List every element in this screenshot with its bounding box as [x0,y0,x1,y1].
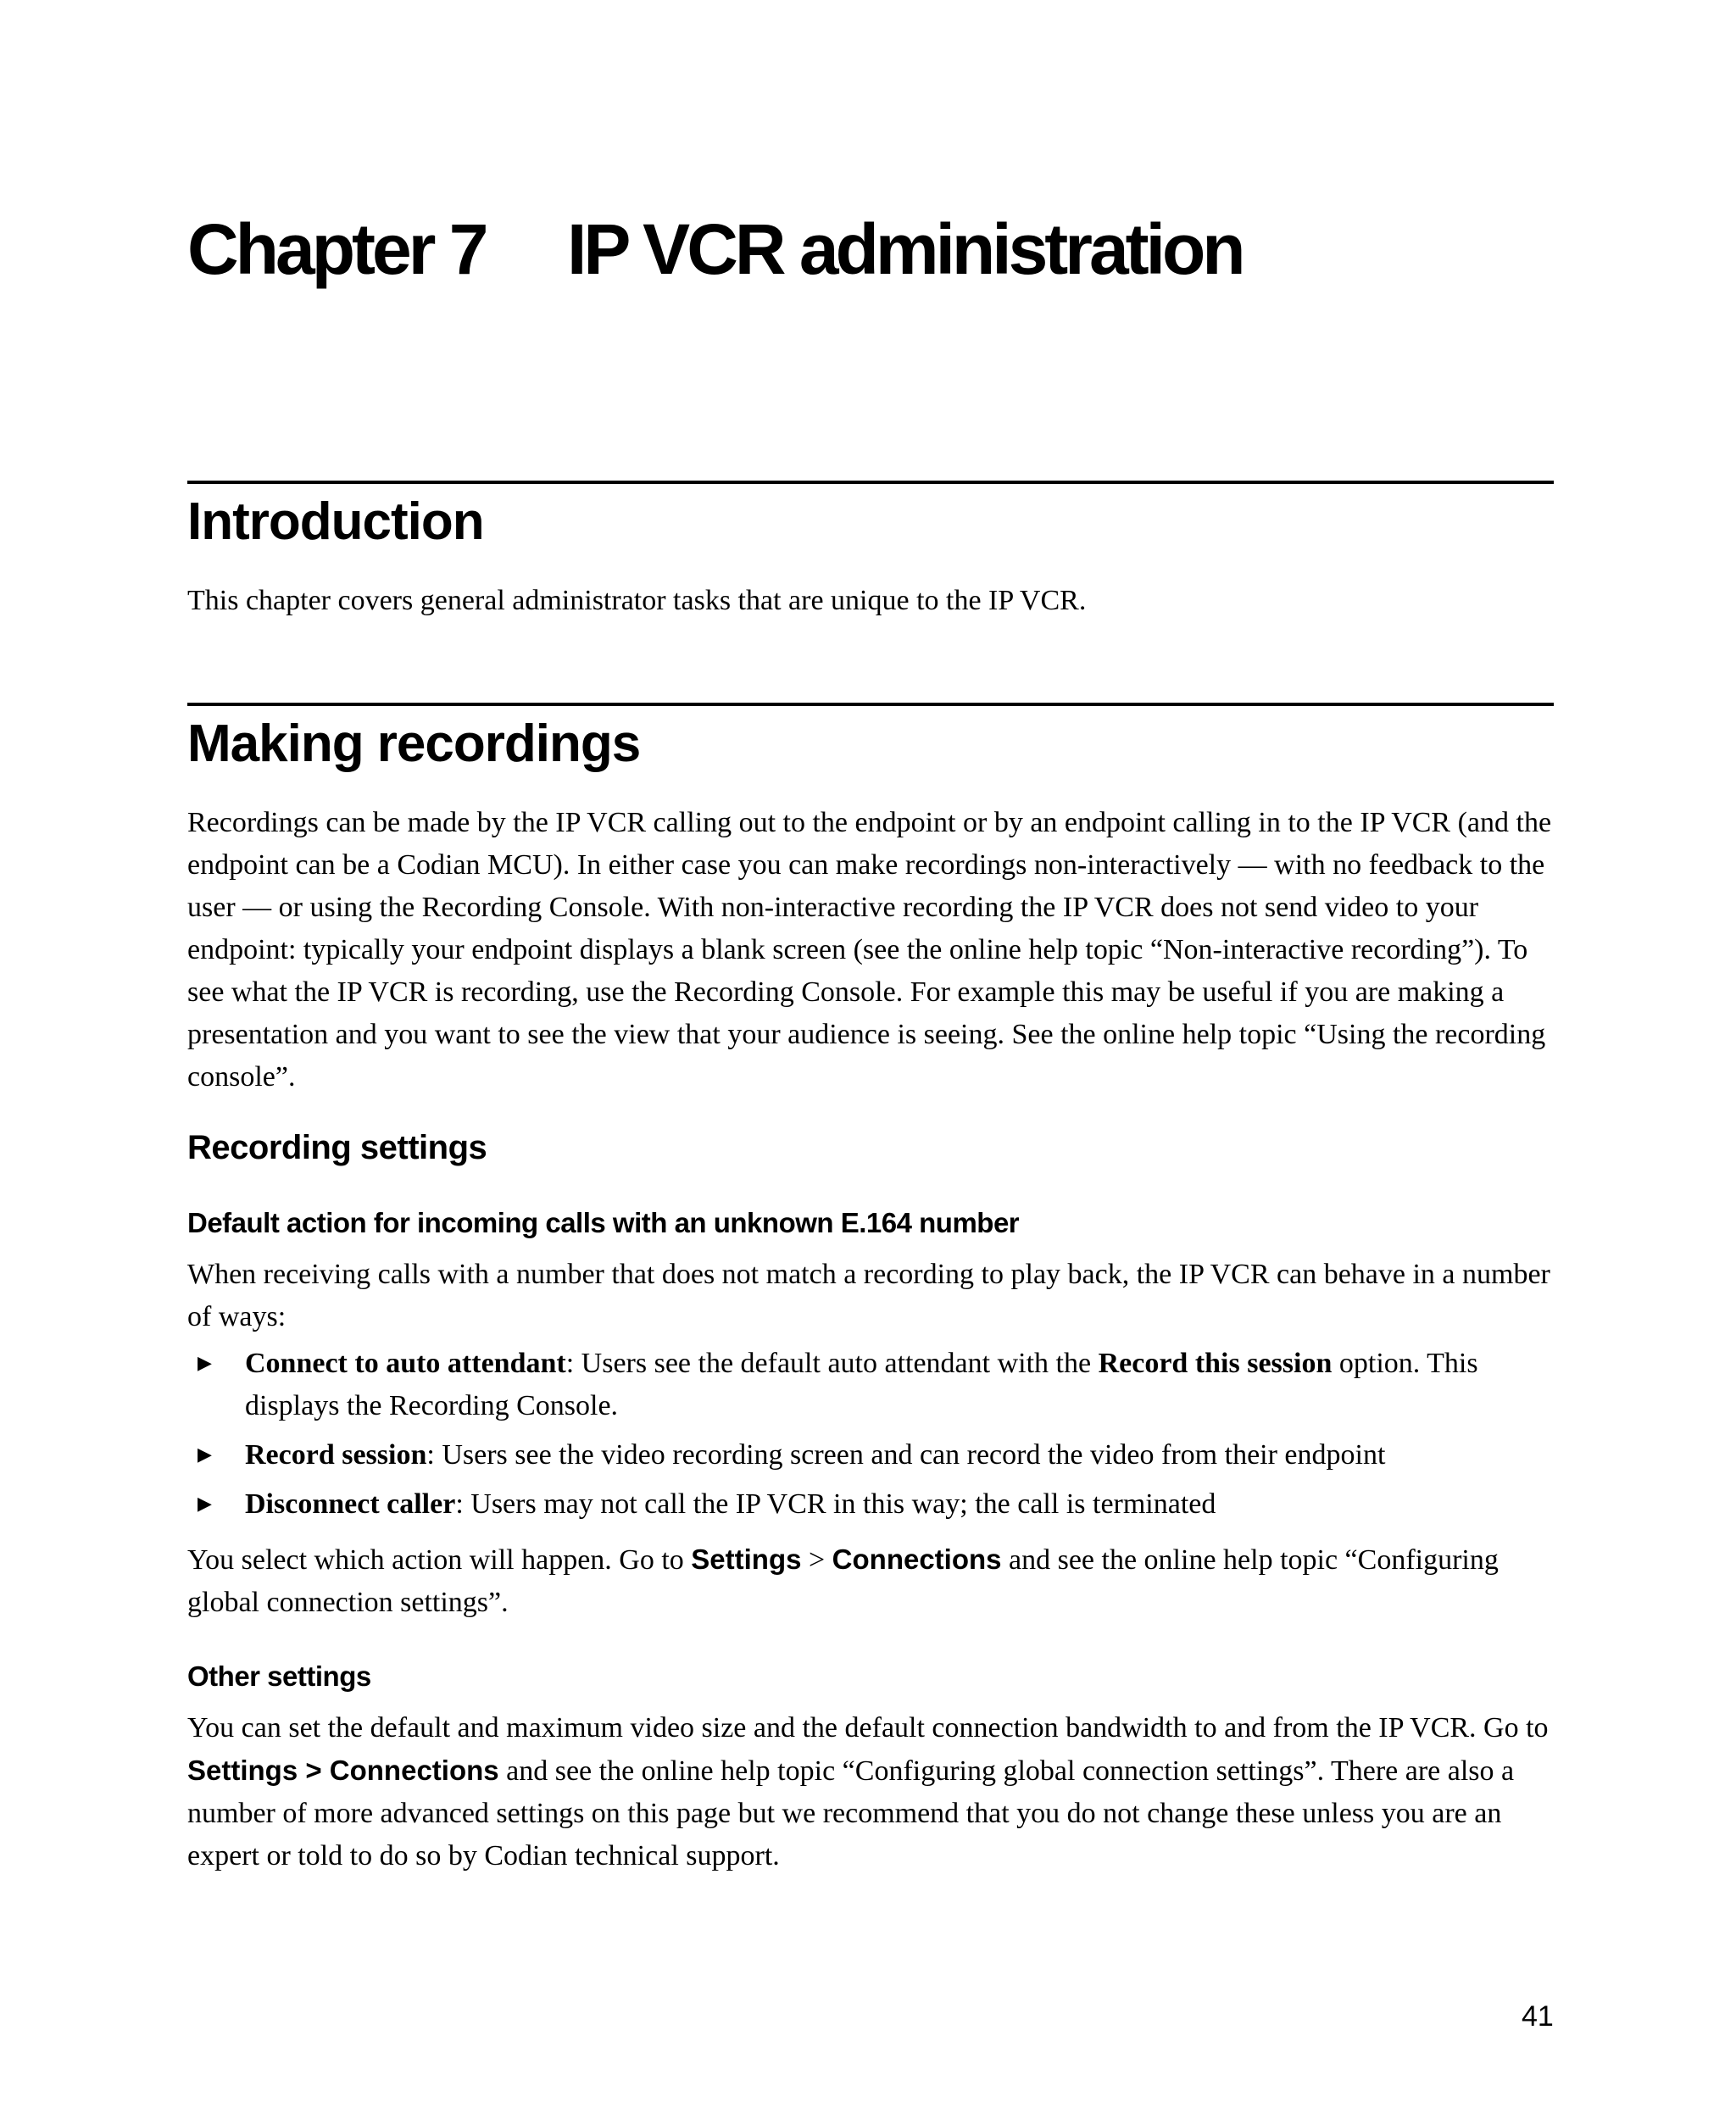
triangle-right-icon: ▶ [198,1444,212,1466]
other-settings-text: You can set the default and maximum video size and the default connection bandwidth to and from the IP VCR. Go to [187,1712,1549,1744]
option-text: : Users see the default auto attendant with the [565,1348,1099,1379]
making-recordings-heading: Making recordings [187,715,641,773]
option-term: Disconnect caller [245,1488,456,1520]
introduction-body: This chapter covers general administrator tasks that are unique to the IP VCR. [187,585,1087,616]
option-text: : Users see the video recording screen and can record the video from their endpoint [426,1439,1386,1471]
recording-settings-heading: Recording settings [187,1129,487,1166]
list-item [187,1434,1554,1477]
list-item [187,1343,1554,1427]
chapter-number: Chapter 7 [187,209,486,290]
default-action-outro [187,1538,1554,1624]
section-divider [187,703,1554,706]
option-inline-term: Record this session [1098,1348,1333,1379]
default-action-intro: When receiving calls with a number that does not match a recording to play back, the IP VCR can behave in a number of ways: [187,1259,1550,1332]
settings-menu-label: Settings [691,1543,802,1575]
default-action-options [187,1343,1554,1532]
making-recordings-section [187,703,1554,773]
other-settings-text-after: and see the online help topic “Configuring global connection settings”. There are also a number of more advanced settings on this page but we recommend that you do not change these unless you are an expert or told to do so by Codian technical support. [187,1755,1515,1872]
list-item [187,1483,1554,1526]
other-settings-heading: Other settings [187,1660,371,1692]
default-action-heading: Default action for incoming calls with an unknown E.164 number [187,1207,1020,1238]
option-text-after: option. This displays the Recording Console. [245,1348,1478,1421]
connections-menu-label: Connections [832,1543,1002,1575]
outro-text: You select which action will happen. Go to [187,1544,692,1576]
option-text: : Users may not call the IP VCR in this way; the call is terminated [455,1488,1216,1520]
settings-connections-path: Settings > Connections [187,1755,499,1786]
chapter-title [187,209,1243,290]
making-recordings-body: Recordings can be made by the IP VCR calling out to the endpoint or by an endpoint calling in to the IP VCR (and the endpoint can be a Codian MCU). In either case you can make recordings non-interactively — with no feedback to the user — or using the Recording Console. With non-interactive recording the IP VCR does not send video to your endpoint: typically your endpoint displays a blank screen (see the online help topic “Non-interactive recording”). To see what the IP VCR is recording, use the Recording Console. For example this may be useful if you are making a presentation and you want to see the view that your audience is seeing. See the online help topic “Using the recording console”. [187,807,1552,1093]
section-divider [187,481,1554,484]
option-term: Record session [245,1439,427,1471]
outro-text-after: and see the online help topic “Configuring global connection settings”. [187,1544,1499,1618]
introduction-section [187,481,1554,551]
path-separator: > [801,1544,832,1576]
page-number: 41 [1522,2000,1554,2033]
triangle-right-icon: ▶ [198,1493,212,1515]
option-term: Connect to auto attendant [245,1348,566,1379]
introduction-heading: Introduction [187,492,484,551]
chapter-name: IP VCR administration [567,209,1243,290]
triangle-right-icon: ▶ [198,1353,212,1374]
other-settings-body [187,1707,1554,1877]
